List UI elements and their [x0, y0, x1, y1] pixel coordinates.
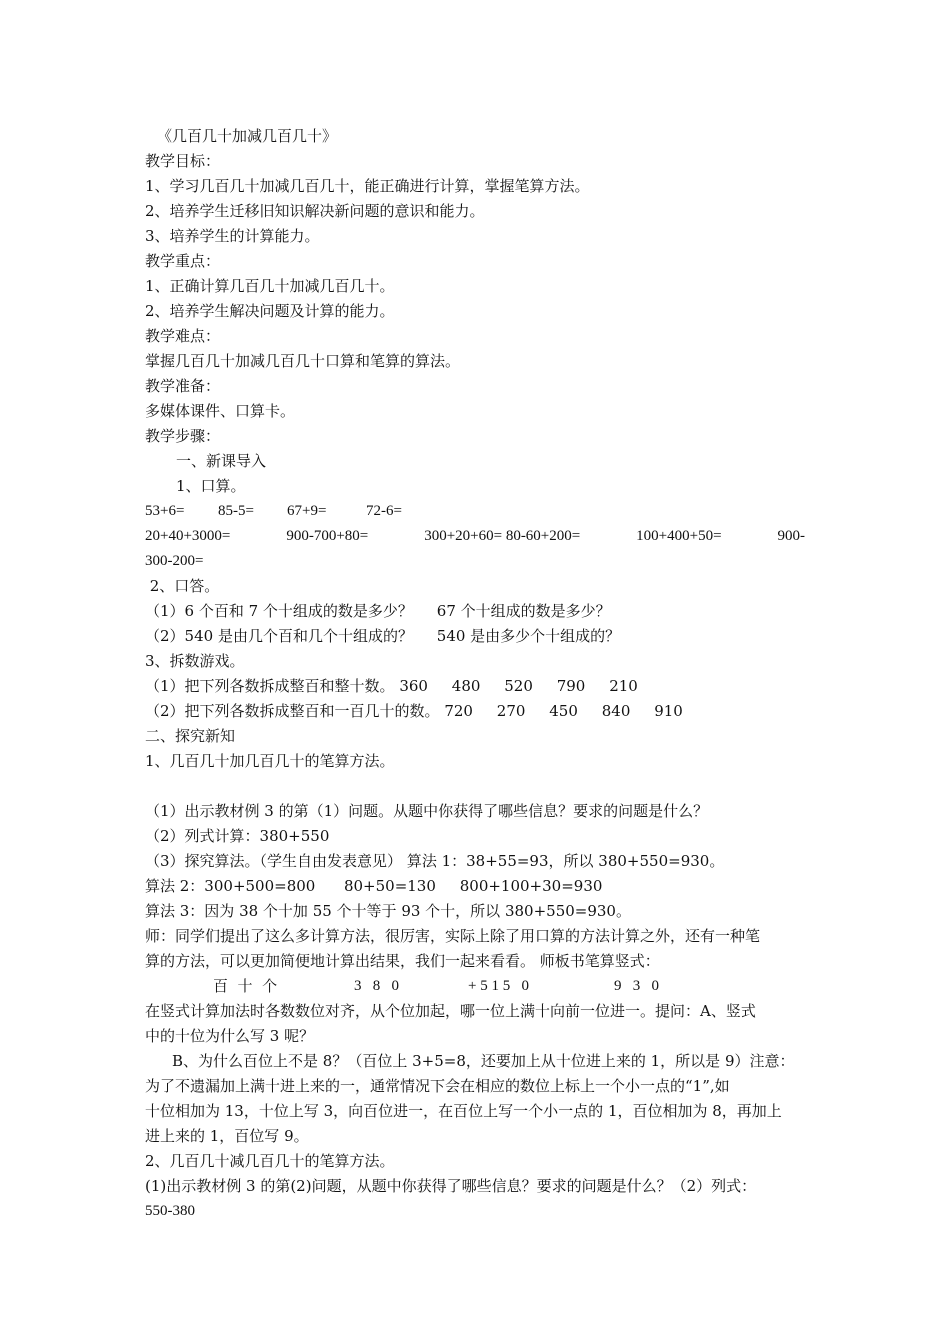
- paragraph-line: 算法 2：300+500=800 80+50=130 800+100+30=930: [145, 877, 603, 895]
- section-heading: 二、探究新知: [145, 727, 236, 745]
- question-item: （2）把下列各数拆成整百和一百几十的数。 720 270 450 840 910: [145, 702, 683, 720]
- section-heading: 一、新课导入: [176, 452, 267, 470]
- calc-item: 20+40+3000=: [145, 528, 231, 544]
- paragraph-line: 师：同学们提出了这么多计算方法，很厉害，实际上除了用口算的方法计算之外，还有一种笔: [145, 927, 761, 945]
- key-points-heading: 教学重点：: [145, 252, 221, 270]
- calc-item: 300-200=: [145, 553, 204, 569]
- key-point-item: 2、培养学生解决问题及计算的能力。: [145, 302, 395, 320]
- subsection-heading: 1、几百几十加几百几十的笔算方法。: [145, 752, 395, 770]
- paragraph-line: 为了不遗漏加上满十进上来的一，通常情况下会在相应的数位上标上一个小一点的“1”,如: [145, 1077, 730, 1095]
- calc-item: 300+20+60= 80-60+200=: [424, 528, 581, 544]
- vertical-calc-operand: + 5 1 5 0: [468, 978, 529, 994]
- vertical-calc-operand: 3 8 0: [354, 978, 399, 994]
- difficulties-heading: 教学难点：: [145, 327, 221, 345]
- question-item: （1）把下列各数拆成整百和整十数。 360 480 520 790 210: [145, 677, 638, 695]
- paragraph-line: B、为什么百位上不是 8？（百位上 3+5=8，还要加上从十位进上来的 1，所以是 9）注意：: [172, 1052, 795, 1070]
- paragraph-line: 十位相加为 13，十位上写 3，向百位进一，在百位上写一个小一点的 1，百位相加为 8，再加上: [145, 1102, 782, 1120]
- preparation-heading: 教学准备：: [145, 377, 221, 395]
- steps-heading: 教学步骤：: [145, 427, 221, 445]
- vertical-calc-header: 百 十 个: [213, 977, 278, 995]
- question-item: （1）6 个百和 7 个十组成的数是多少？ 67 个十组成的数是多少？: [145, 602, 611, 620]
- calc-item: 67+9=: [287, 503, 327, 519]
- paragraph-line: 550-380: [145, 1203, 195, 1219]
- objective-item: 3、培养学生的计算能力。: [145, 227, 320, 245]
- paragraph-line: 算的方法，可以更加简便地计算出结果，我们一起来看看。 师板书笔算竖式：: [145, 952, 660, 970]
- calc-item: 72-6=: [366, 503, 402, 519]
- objectives-heading: 教学目标：: [145, 152, 221, 170]
- paragraph-line: （2）列式计算：380+550: [145, 827, 330, 845]
- paragraph-line: 中的十位为什么写 3 呢？: [145, 1027, 315, 1045]
- paragraph-line: 在竖式计算加法时各数数位对齐，从个位加起，哪一位上满十向前一位进一。提问：A、竖式: [145, 1002, 756, 1020]
- subsection-heading: 3、拆数游戏。: [145, 652, 245, 670]
- calc-item: 100+400+50=: [636, 528, 722, 544]
- calc-item: 900-700+80=: [286, 528, 369, 544]
- objective-item: 1、学习几百几十加减几百几十，能正确进行计算，掌握笔算方法。: [145, 177, 590, 195]
- difficulties-text: 掌握几百几十加减几百几十口算和笔算的算法。: [145, 352, 461, 370]
- document-title: 《几百几十加减几百几十》: [157, 127, 338, 145]
- paragraph-line: 算法 3：因为 38 个十加 55 个十等于 93 个十，所以 380+550=930。: [145, 902, 631, 920]
- subsection-heading: 1、口算。: [176, 477, 246, 495]
- question-item: （2）540 是由几个百和几个十组成的？ 540 是由多少个十组成的？: [145, 627, 621, 645]
- key-point-item: 1、正确计算几百几十加减几百几十。: [145, 277, 395, 295]
- calc-item: 53+6=: [145, 503, 185, 519]
- subsection-heading: 2、口答。: [145, 577, 220, 595]
- subsection-heading: 2、几百几十减几百几十的笔算方法。: [145, 1152, 395, 1170]
- paragraph-line: （3）探究算法。（学生自由发表意见） 算法 1：38+55=93，所以 380+550=930。: [145, 852, 725, 870]
- vertical-calc-result: 9 3 0: [614, 978, 659, 994]
- calc-row: [145, 526, 805, 546]
- calc-item: 85-5=: [218, 503, 254, 519]
- preparation-text: 多媒体课件、口算卡。: [145, 402, 296, 420]
- paragraph-line: （1）出示教材例 3 的第（1）问题。从题中你获得了哪些信息？要求的问题是什么？: [145, 802, 709, 820]
- paragraph-line: (1)出示教材例 3 的第(2)问题，从题中你获得了哪些信息？要求的问题是什么？（2）列式：: [145, 1177, 757, 1195]
- paragraph-line: 进上来的 1，百位写 9。: [145, 1127, 309, 1145]
- calc-item: 900-: [777, 528, 805, 544]
- objective-item: 2、培养学生迁移旧知识解决新问题的意识和能力。: [145, 202, 485, 220]
